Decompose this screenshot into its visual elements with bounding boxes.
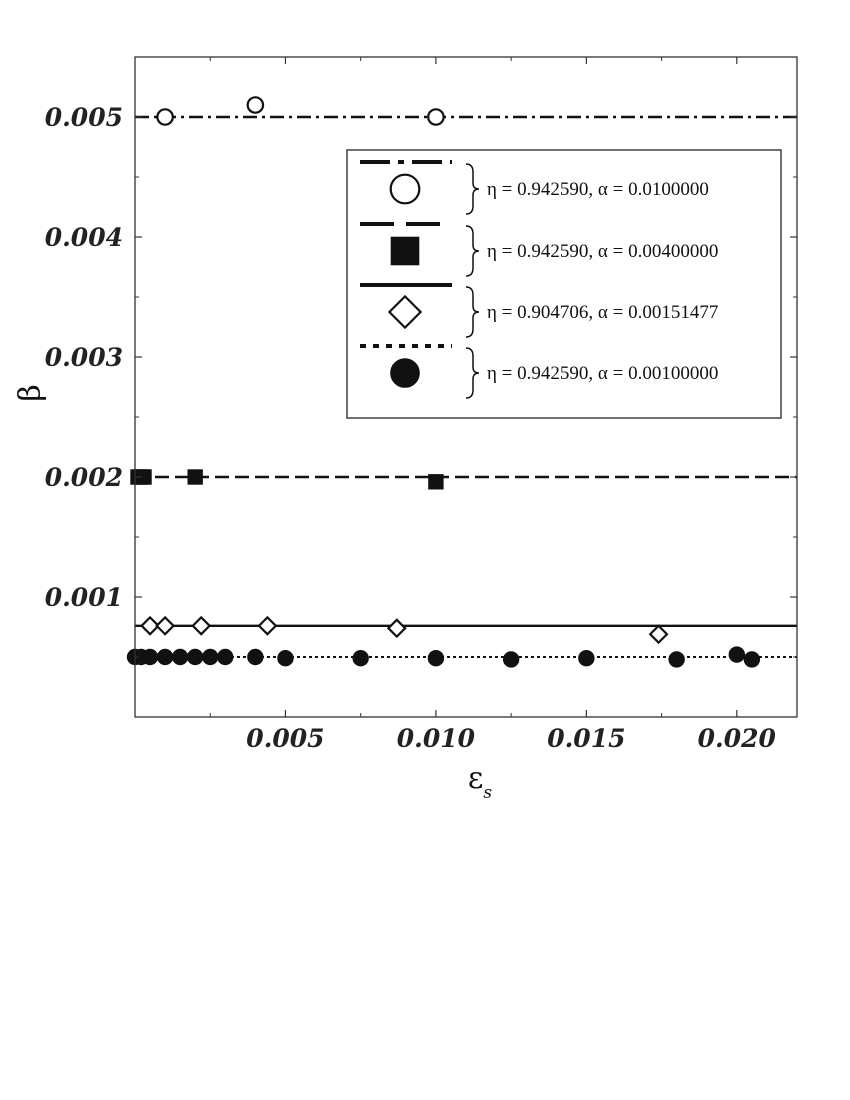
series-3-point — [218, 649, 233, 664]
series-0-point — [157, 109, 172, 124]
x-tick-label: 0.005 — [246, 724, 325, 753]
series-3-point — [172, 649, 187, 664]
series-3-point — [744, 652, 759, 667]
legend-label: η = 0.942590, α = 0.0100000 — [487, 179, 709, 200]
legend-marker — [391, 175, 420, 204]
y-tick-label: 0.005 — [44, 103, 123, 132]
series-3-point — [729, 647, 744, 662]
x-tick-label: 0.010 — [396, 724, 476, 753]
y-axis-title: β — [13, 384, 48, 402]
series-3-point — [579, 651, 594, 666]
series-3-point — [353, 651, 368, 666]
series-3-point — [278, 651, 293, 666]
x-axis-title-symbol: ε — [467, 761, 484, 796]
x-axis-title-subscript: s — [483, 783, 493, 803]
series-3-point — [669, 652, 684, 667]
series-3-point — [428, 651, 443, 666]
series-3-point — [203, 649, 218, 664]
legend-label: η = 0.942590, α = 0.00100000 — [487, 363, 719, 384]
y-tick-label: 0.001 — [44, 583, 123, 612]
legend-marker — [391, 237, 420, 266]
series-3-point — [248, 649, 263, 664]
series-3-point — [142, 649, 157, 664]
series-1-point — [187, 469, 202, 484]
y-tick-label: 0.003 — [44, 343, 123, 372]
y-tick-label: 0.004 — [44, 223, 123, 252]
series-0-point — [428, 109, 443, 124]
x-tick-label: 0.015 — [547, 724, 626, 753]
series-3-point — [157, 649, 172, 664]
series-1-point — [428, 474, 443, 489]
x-tick-label: 0.020 — [697, 724, 776, 753]
y-tick-label: 0.002 — [44, 463, 123, 492]
legend-label: η = 0.942590, α = 0.00400000 — [487, 241, 719, 262]
series-3-point — [503, 652, 518, 667]
legend-label: η = 0.904706, α = 0.00151477 — [487, 302, 719, 323]
series-0-point — [248, 97, 263, 112]
series-3-point — [187, 649, 202, 664]
legend — [347, 150, 781, 418]
legend-marker — [391, 359, 420, 388]
